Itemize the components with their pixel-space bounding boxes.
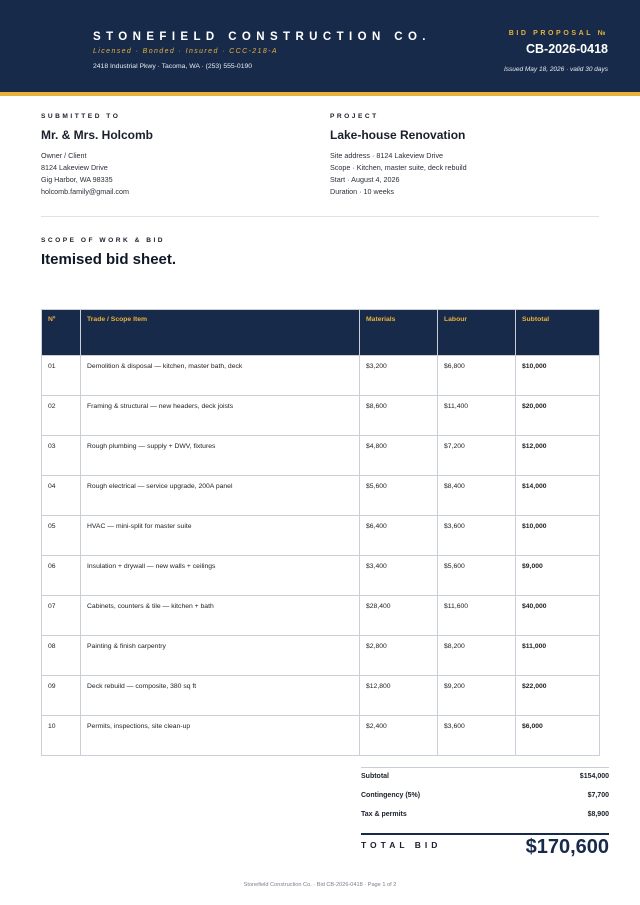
table-row	[42, 676, 600, 716]
table-row	[42, 396, 600, 436]
header-trade: Trade / Scope Item	[81, 310, 360, 356]
row-labour: $6,800	[438, 356, 516, 396]
row-trade: Deck rebuild — composite, 380 sq ft	[81, 676, 360, 716]
row-subtotal: $10,000	[516, 516, 600, 556]
header-labour: Labour	[438, 310, 516, 356]
row-trade: Cabinets, counters & tile — kitchen + bath	[81, 596, 360, 636]
header-subtotal: Subtotal	[516, 310, 600, 356]
project-duration: Duration · 10 weeks	[330, 187, 394, 196]
project-name: Lake-house Renovation	[330, 128, 466, 142]
subtotal-row	[361, 766, 609, 785]
row-labour: $8,200	[438, 636, 516, 676]
row-labour: $11,600	[438, 596, 516, 636]
row-labour: $8,400	[438, 476, 516, 516]
company-address: 2418 Industrial Pkwy · Tacoma, WA · (253) 555-0190	[93, 63, 253, 70]
row-number: 04	[42, 476, 81, 516]
client-role: Owner / Client	[41, 151, 87, 160]
contingency-row	[361, 785, 609, 804]
table-row	[42, 356, 600, 396]
row-materials: $3,200	[360, 356, 438, 396]
row-trade: Insulation + drywall — new walls + ceilings	[81, 556, 360, 596]
row-number: 01	[42, 356, 81, 396]
total-bid-value: $170,600	[525, 836, 609, 858]
row-trade: Demolition & disposal — kitchen, master bath, deck	[81, 356, 360, 396]
row-labour: $11,400	[438, 396, 516, 436]
row-number: 08	[42, 636, 81, 676]
company-tagline: Licensed · Bonded · Insured · CCC-218-A	[93, 48, 278, 55]
tax-row	[361, 804, 609, 823]
header-materials: Materials	[360, 310, 438, 356]
bid-sheet-heading: Itemised bid sheet.	[41, 251, 177, 268]
table-row	[42, 716, 600, 756]
row-trade: Framing & structural — new headers, deck joists	[81, 396, 360, 436]
row-subtotal: $11,000	[516, 636, 600, 676]
row-materials: $2,400	[360, 716, 438, 756]
company-name: STONEFIELD CONSTRUCTION CO.	[93, 31, 431, 43]
row-materials: $12,800	[360, 676, 438, 716]
row-materials: $5,600	[360, 476, 438, 516]
row-trade: Permits, inspections, site clean-up	[81, 716, 360, 756]
table-header-row	[42, 310, 600, 356]
table-row	[42, 476, 600, 516]
row-subtotal: $20,000	[516, 396, 600, 436]
table-row	[42, 556, 600, 596]
row-subtotal: $22,000	[516, 676, 600, 716]
row-subtotal: $9,000	[516, 556, 600, 596]
totals-block	[361, 766, 609, 823]
row-materials: $28,400	[360, 596, 438, 636]
section-divider	[41, 216, 599, 217]
bid-number: CB-2026-0418	[526, 42, 608, 56]
client-street: 8124 Lakeview Drive	[41, 163, 108, 172]
client-name: Mr. & Mrs. Holcomb	[41, 128, 154, 142]
client-email: holcomb.family@gmail.com	[41, 187, 129, 196]
row-number: 03	[42, 436, 81, 476]
subtotal-value: $154,000	[579, 773, 609, 780]
letterhead-rule	[0, 92, 640, 96]
row-subtotal: $10,000	[516, 356, 600, 396]
total-bid-label: TOTAL BID	[361, 840, 442, 850]
bid-table	[41, 309, 600, 756]
row-number: 10	[42, 716, 81, 756]
row-labour: $3,600	[438, 516, 516, 556]
row-subtotal: $40,000	[516, 596, 600, 636]
client-city: Gig Harbor, WA 98335	[41, 175, 113, 184]
row-trade: Rough plumbing — supply + DWV, fixtures	[81, 436, 360, 476]
row-number: 07	[42, 596, 81, 636]
scope-eyebrow: SCOPE OF WORK & BID	[41, 237, 166, 244]
table-row	[42, 636, 600, 676]
row-number: 05	[42, 516, 81, 556]
row-labour: $3,600	[438, 716, 516, 756]
row-trade: HVAC — mini-split for master suite	[81, 516, 360, 556]
row-number: 02	[42, 396, 81, 436]
row-labour: $7,200	[438, 436, 516, 476]
row-trade: Painting & finish carpentry	[81, 636, 360, 676]
row-subtotal: $6,000	[516, 716, 600, 756]
row-labour: $9,200	[438, 676, 516, 716]
tax-value: $8,900	[587, 811, 609, 818]
bid-proposal-label: BID PROPOSAL №	[508, 30, 608, 37]
tax-label: Tax & permits	[361, 811, 407, 818]
bid-issued-date: Issued May 18, 2026 · valid 30 days	[503, 66, 608, 73]
page-footer: Stonefield Construction Co. · Bid CB-2026-0418 · Page 1 of 2	[243, 882, 397, 888]
contingency-label: Contingency (5%)	[361, 792, 421, 799]
total-rule	[361, 833, 609, 835]
header-number: Nº	[42, 310, 81, 356]
table-row	[42, 516, 600, 556]
project-eyebrow: PROJECT	[330, 113, 379, 120]
contingency-value: $7,700	[587, 792, 609, 799]
project-scope: Scope · Kitchen, master suite, deck rebuild	[330, 163, 467, 172]
row-materials: $2,800	[360, 636, 438, 676]
subtotal-label: Subtotal	[361, 773, 389, 780]
table-row	[42, 596, 600, 636]
row-subtotal: $12,000	[516, 436, 600, 476]
table-row	[42, 436, 600, 476]
submitted-to-eyebrow: SUBMITTED TO	[41, 113, 121, 120]
row-materials: $3,400	[360, 556, 438, 596]
row-subtotal: $14,000	[516, 476, 600, 516]
row-number: 09	[42, 676, 81, 716]
row-materials: $8,600	[360, 396, 438, 436]
project-start: Start · August 4, 2026	[330, 175, 400, 184]
project-site-address: Site address · 8124 Lakeview Drive	[330, 151, 444, 160]
row-trade: Rough electrical — service upgrade, 200A panel	[81, 476, 360, 516]
row-materials: $6,400	[360, 516, 438, 556]
row-materials: $4,800	[360, 436, 438, 476]
row-labour: $5,600	[438, 556, 516, 596]
row-number: 06	[42, 556, 81, 596]
